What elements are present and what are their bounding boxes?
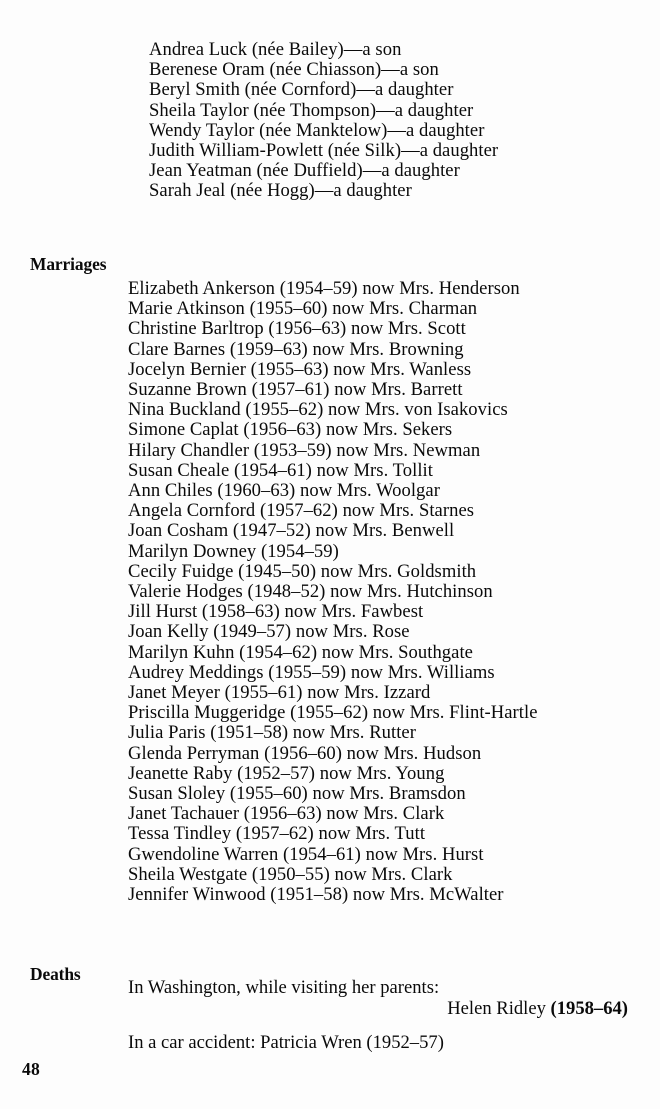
list-item: Nina Buckland (1955–62) now Mrs. von Isakovics xyxy=(128,399,508,421)
list-item: Elizabeth Ankerson (1954–59) now Mrs. Henderson xyxy=(128,278,520,299)
list-item: Suzanne Brown (1957–61) now Mrs. Barrett xyxy=(128,379,463,401)
list-item: Simone Caplat (1956–63) now Mrs. Sekers xyxy=(128,419,453,441)
list-item: Jeanette Raby (1952–57) now Mrs. Young xyxy=(128,762,445,784)
list-item: Susan Sloley (1955–60) now Mrs. Bramsdon xyxy=(128,783,466,805)
list-item: Beryl Smith (née Cornford)—a daughter xyxy=(149,79,454,101)
list-item: Glenda Perryman (1956–60) now Mrs. Hudson xyxy=(128,742,482,764)
list-item: Janet Tachauer (1956–63) now Mrs. Clark xyxy=(128,803,445,825)
page-number: 48 xyxy=(22,1059,40,1079)
list-item: Jean Yeatman (née Duffield)—a daughter xyxy=(149,160,460,182)
list-item xyxy=(128,1033,628,1053)
list-item: Judith William-Powlett (née Silk)—a daughter xyxy=(149,140,499,162)
list-item: Christine Barltrop (1956–63) now Mrs. Scott xyxy=(128,318,466,340)
death-circumstance: In Washington, while visiting her parents: xyxy=(128,977,440,998)
list-item: Jennifer Winwood (1951–58) now Mrs. McWalter xyxy=(128,884,504,906)
list-item: Marilyn Kuhn (1954–62) now Mrs. Southgate xyxy=(128,641,473,663)
marriages-list xyxy=(128,279,538,905)
list-item: Wendy Taylor (née Manktelow)—a daughter xyxy=(149,119,485,141)
list-item: Jocelyn Bernier (1955–63) now Mrs. Wanless xyxy=(128,358,472,380)
death-person-years: (1958–64) xyxy=(550,998,628,1020)
list-item: Sarah Jeal (née Hogg)—a daughter xyxy=(149,180,412,202)
list-item: Clare Barnes (1959–63) now Mrs. Browning xyxy=(128,338,464,360)
list-item: Sheila Taylor (née Thompson)—a daughter xyxy=(149,99,474,121)
list-item: Tessa Tindley (1957–62) now Mrs. Tutt xyxy=(128,823,426,845)
death-circumstance-and-name: In a car accident: Patricia Wren (1952–57) xyxy=(128,1031,444,1053)
list-item: Marilyn Downey (1954–59) xyxy=(128,540,339,562)
births-list xyxy=(149,40,498,202)
list-item: Joan Cosham (1947–52) now Mrs. Benwell xyxy=(128,520,455,542)
list-item: Jill Hurst (1958–63) now Mrs. Fawbest xyxy=(128,601,424,623)
deaths-list xyxy=(128,978,628,1053)
list-item: Gwendoline Warren (1954–61) now Mrs. Hurst xyxy=(128,843,484,865)
list-item: Berenese Oram (née Chiasson)—a son xyxy=(149,59,439,81)
list-item: Audrey Meddings (1955–59) now Mrs. Williams xyxy=(128,661,495,683)
list-item: Andrea Luck (née Bailey)—a son xyxy=(149,39,402,60)
list-item: Susan Cheale (1954–61) now Mrs. Tollit xyxy=(128,459,433,481)
list-item: Angela Cornford (1957–62) now Mrs. Starnes xyxy=(128,500,475,522)
death-name-line xyxy=(128,999,628,1019)
section-heading-marriages: Marriages xyxy=(30,254,107,275)
list-item: Joan Kelly (1949–57) now Mrs. Rose xyxy=(128,621,410,643)
list-item: Hilary Chandler (1953–59) now Mrs. Newman xyxy=(128,439,481,461)
list-item: Sheila Westgate (1950–55) now Mrs. Clark xyxy=(128,863,453,885)
list-item: Janet Meyer (1955–61) now Mrs. Izzard xyxy=(128,682,431,704)
list-item: Ann Chiles (1960–63) now Mrs. Woolgar xyxy=(128,480,440,502)
section-heading-deaths: Deaths xyxy=(30,964,81,985)
list-item: Julia Paris (1951–58) now Mrs. Rutter xyxy=(128,722,416,744)
list-item: Priscilla Muggeridge (1955–62) now Mrs. Flint-Hartle xyxy=(128,702,538,724)
list-item: Cecily Fuidge (1945–50) now Mrs. Goldsmith xyxy=(128,560,477,582)
list-item xyxy=(128,978,628,1020)
list-item: Marie Atkinson (1955–60) now Mrs. Charman xyxy=(128,298,478,320)
death-person-name: Helen Ridley xyxy=(447,998,546,1020)
list-item: Valerie Hodges (1948–52) now Mrs. Hutchinson xyxy=(128,581,493,603)
